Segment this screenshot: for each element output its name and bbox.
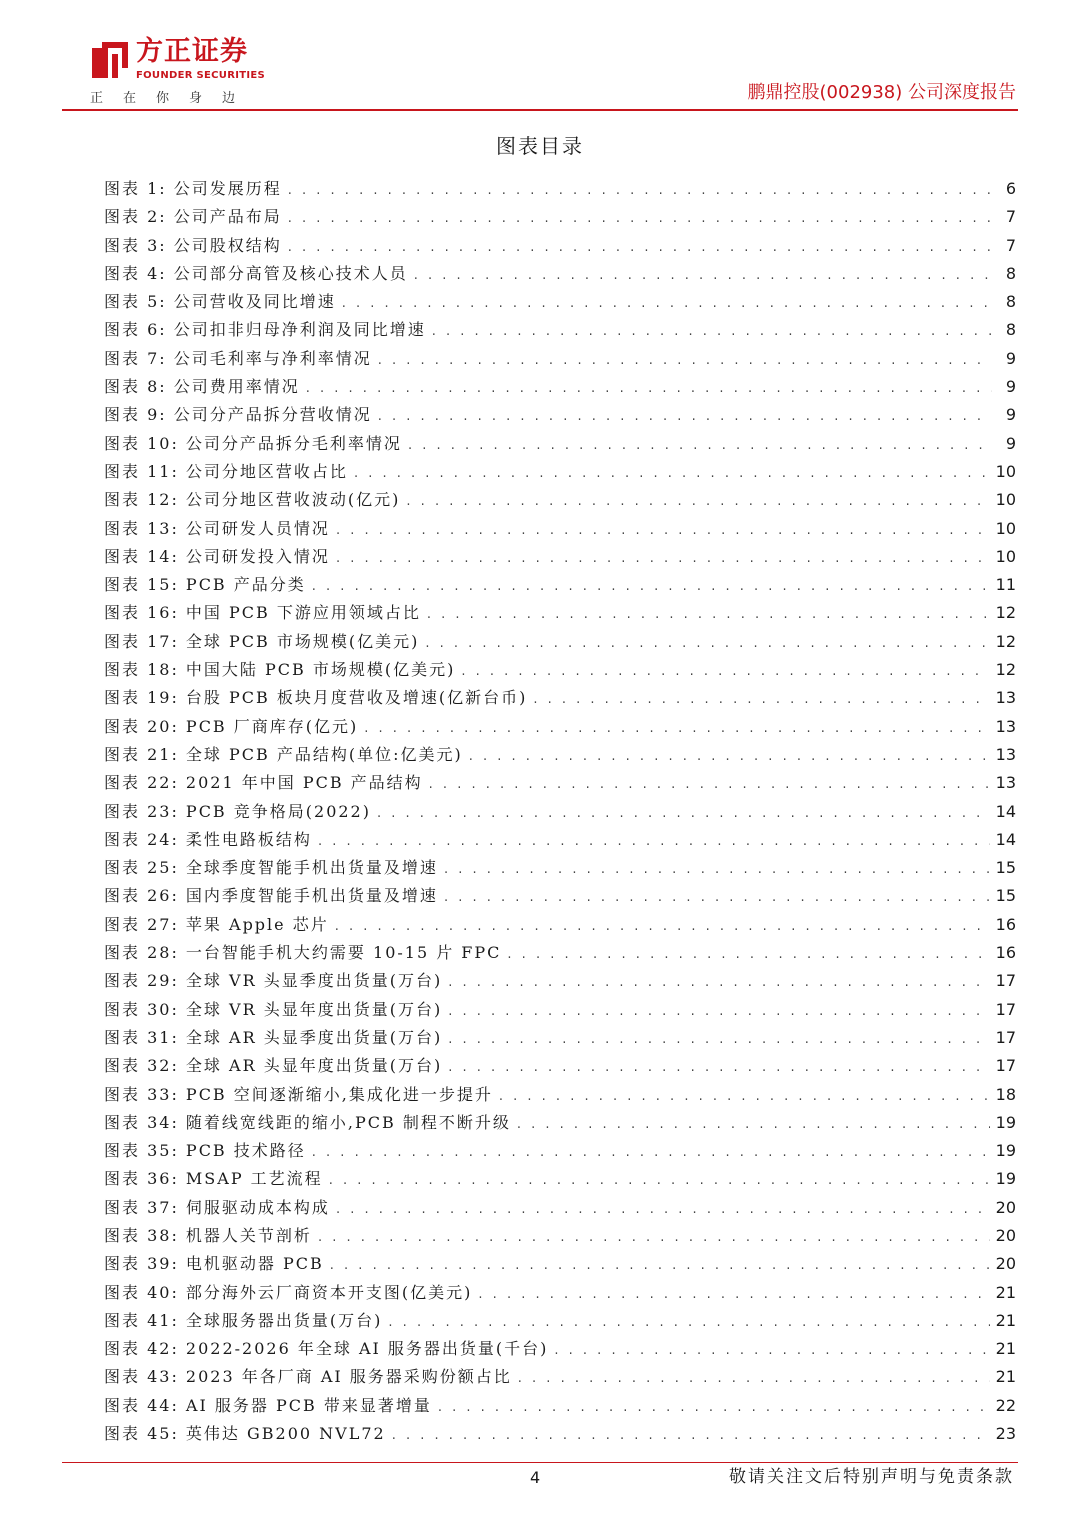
toc-dot-leader xyxy=(329,1167,990,1195)
toc-entry-label: 图表 30: 全球 VR 头显年度出货量(万台) xyxy=(104,999,443,1019)
toc-entry-page: 14 xyxy=(995,829,1016,849)
toc-entry-label: 图表 42: 2022-2026 年全球 AI 服务器出货量(千台) xyxy=(104,1339,549,1359)
toc-entry[interactable] xyxy=(104,1307,1016,1335)
toc-entry-label: 图表 7: 公司毛利率与净利率情况 xyxy=(104,348,372,368)
toc-entry-label: 图表 10: 公司分产品拆分毛利率情况 xyxy=(104,433,402,453)
toc-entry-label: 图表 24: 柔性电路板结构 xyxy=(104,829,312,849)
toc-entry-page: 17 xyxy=(995,971,1016,991)
toc-entry-label: 图表 43: 2023 年各厂商 AI 服务器采购份额占比 xyxy=(104,1367,512,1387)
toc-entry-label: 图表 27: 苹果 Apple 芯片 xyxy=(104,914,329,934)
toc-entry-page: 10 xyxy=(995,518,1016,538)
toc-dot-leader xyxy=(335,913,990,941)
toc-dot-leader xyxy=(499,1083,990,1111)
toc-dot-leader xyxy=(406,488,989,516)
toc-entry[interactable] xyxy=(104,1165,1016,1193)
toc-entry-page: 9 xyxy=(1005,377,1016,397)
toc-entry-label: 图表 21: 全球 PCB 产品结构(单位:亿美元) xyxy=(104,744,463,764)
toc-entry[interactable] xyxy=(104,203,1016,231)
brand-name-en: FOUNDER SECURITIES xyxy=(136,70,266,81)
toc-entry-label: 图表 34: 随着线宽线距的缩小,PCB 制程不断升级 xyxy=(104,1112,511,1132)
toc-entry[interactable] xyxy=(104,1363,1016,1391)
toc-entry[interactable] xyxy=(104,939,1016,967)
toc-entry-page: 12 xyxy=(995,603,1016,623)
report-title: 鹏鼎控股(002938) 公司深度报告 xyxy=(747,82,1016,103)
toc-entry-page: 16 xyxy=(995,914,1016,934)
toc-entry-page: 20 xyxy=(995,1254,1016,1274)
toc-entry-page: 14 xyxy=(995,801,1016,821)
toc-entry-page: 21 xyxy=(995,1310,1016,1330)
toc-entry[interactable] xyxy=(104,1250,1016,1278)
toc-title: 图表目录 xyxy=(496,134,584,158)
toc-dot-leader xyxy=(288,205,992,233)
toc-dot-leader xyxy=(478,1281,989,1309)
toc-entry-page: 10 xyxy=(995,546,1016,566)
toc-entry-label: 图表 19: 台股 PCB 板块月度营收及增速(亿新台币) xyxy=(104,688,528,708)
toc-entry-page: 21 xyxy=(995,1339,1016,1359)
toc-entry-page: 15 xyxy=(995,858,1016,878)
toc-entry-label: 图表 20: PCB 厂商库存(亿元) xyxy=(104,716,359,736)
toc-entry-label: 图表 37: 伺服驱动成本构成 xyxy=(104,1197,330,1217)
toc-entry[interactable] xyxy=(104,854,1016,882)
toc-entry[interactable] xyxy=(104,430,1016,458)
page-header xyxy=(0,0,1080,112)
toc-dot-leader xyxy=(448,998,989,1026)
toc-entry-label: 图表 6: 公司扣非归母净利润及同比增速 xyxy=(104,320,426,340)
toc-entry-label: 图表 8: 公司费用率情况 xyxy=(104,377,300,397)
toc-dot-leader xyxy=(427,601,990,629)
toc-entry-label: 图表 4: 公司部分高管及核心技术人员 xyxy=(104,263,408,283)
toc-entry-label: 图表 38: 机器人关节剖析 xyxy=(104,1225,312,1245)
toc-entry-page: 19 xyxy=(995,1112,1016,1132)
toc-entry-page: 20 xyxy=(995,1197,1016,1217)
toc-entry-page: 19 xyxy=(995,1169,1016,1189)
toc-entry[interactable] xyxy=(104,1222,1016,1250)
toc-entry[interactable] xyxy=(104,1137,1016,1165)
toc-dot-leader xyxy=(388,1309,989,1337)
toc-dot-leader xyxy=(377,800,990,828)
toc-entry[interactable] xyxy=(104,1081,1016,1109)
toc-entry-label: 图表 31: 全球 AR 头显季度出货量(万台) xyxy=(104,1027,443,1047)
toc-dot-leader xyxy=(378,403,992,431)
toc-entry[interactable] xyxy=(104,741,1016,769)
toc-entry[interactable] xyxy=(104,798,1016,826)
toc-dot-leader xyxy=(517,1111,990,1139)
toc-entry[interactable] xyxy=(104,373,1016,401)
toc-entry-page: 22 xyxy=(995,1395,1016,1415)
toc-entry[interactable] xyxy=(104,684,1016,712)
toc-entry-page: 11 xyxy=(995,575,1016,595)
toc-entry[interactable] xyxy=(104,515,1016,543)
toc-entry-label: 图表 41: 全球服务器出货量(万台) xyxy=(104,1310,383,1330)
toc-entry-page: 13 xyxy=(995,716,1016,736)
page-number: 4 xyxy=(530,1468,541,1487)
toc-entry-page: 6 xyxy=(1005,179,1016,198)
toc-entry-label: 图表 22: 2021 年中国 PCB 产品结构 xyxy=(104,773,423,793)
toc-dot-leader xyxy=(518,1365,990,1393)
toc-entry[interactable] xyxy=(104,656,1016,684)
toc-dot-leader xyxy=(444,884,990,912)
toc-dot-leader xyxy=(533,686,989,714)
toc-entry-label: 图表 45: 英伟达 GB200 NVL72 xyxy=(104,1424,386,1444)
toc-entry[interactable] xyxy=(104,345,1016,373)
toc-entry-label: 图表 15: PCB 产品分类 xyxy=(104,575,306,595)
toc-entry[interactable] xyxy=(104,401,1016,429)
toc-dot-leader xyxy=(408,432,992,460)
toc-entry[interactable] xyxy=(104,1335,1016,1363)
footer-divider xyxy=(62,1462,1018,1463)
toc-dot-leader xyxy=(288,177,992,205)
toc-dot-leader xyxy=(330,1252,990,1280)
toc-entry-page: 12 xyxy=(995,631,1016,651)
toc-entry[interactable] xyxy=(104,628,1016,656)
toc-entry[interactable] xyxy=(104,175,1016,203)
toc-entry-label: 图表 18: 中国大陆 PCB 市场规模(亿美元) xyxy=(104,660,456,680)
brand-slogan: 正在你身边 xyxy=(90,91,256,106)
toc-entry-page: 13 xyxy=(995,688,1016,708)
toc-entry[interactable] xyxy=(104,1052,1016,1080)
toc-entry-label: 图表 33: PCB 空间逐渐缩小,集成化进一步提升 xyxy=(104,1084,493,1104)
toc-entry-label: 图表 2: 公司产品布局 xyxy=(104,207,282,227)
toc-entry[interactable] xyxy=(104,316,1016,344)
toc-entry-page: 20 xyxy=(995,1225,1016,1245)
toc-dot-leader xyxy=(354,460,990,488)
toc-entry-page: 19 xyxy=(995,1141,1016,1161)
toc-entry[interactable] xyxy=(104,260,1016,288)
toc-dot-leader xyxy=(312,573,990,601)
toc-dot-leader xyxy=(438,1394,990,1422)
toc-dot-leader xyxy=(448,1026,989,1054)
toc-entry-page: 17 xyxy=(995,999,1016,1019)
toc-entry-label: 图表 23: PCB 竞争格局(2022) xyxy=(104,801,371,821)
toc-dot-leader xyxy=(306,375,992,403)
toc-entry[interactable] xyxy=(104,288,1016,316)
toc-entry-page: 8 xyxy=(1005,263,1016,283)
toc-entry-page: 9 xyxy=(1005,348,1016,368)
toc-entry[interactable] xyxy=(104,599,1016,627)
toc-dot-leader xyxy=(414,262,992,290)
toc-entry-page: 21 xyxy=(995,1282,1016,1302)
toc-entry-page: 18 xyxy=(995,1084,1016,1104)
toc-entry-page: 9 xyxy=(1005,433,1016,453)
toc-dot-leader xyxy=(318,828,990,856)
toc-entry-label: 图表 39: 电机驱动器 PCB xyxy=(104,1254,324,1274)
toc-entry-label: 图表 13: 公司研发人员情况 xyxy=(104,518,330,538)
toc-entry-page: 21 xyxy=(995,1367,1016,1387)
toc-dot-leader xyxy=(288,234,992,262)
toc-dot-leader xyxy=(392,1422,990,1450)
toc-entry-page: 23 xyxy=(995,1424,1016,1444)
toc-dot-leader xyxy=(469,743,990,771)
toc-dot-leader xyxy=(336,545,990,573)
toc-entry-label: 图表 12: 公司分地区营收波动(亿元) xyxy=(104,490,401,510)
toc-entry-page: 8 xyxy=(1005,292,1016,312)
toc-entry-page: 16 xyxy=(995,943,1016,963)
toc-entry[interactable] xyxy=(104,1194,1016,1222)
toc-entry-label: 图表 26: 国内季度智能手机出货量及增速 xyxy=(104,886,438,906)
toc-dot-leader xyxy=(364,715,989,743)
toc-entry[interactable] xyxy=(104,911,1016,939)
toc-dot-leader xyxy=(448,969,989,997)
toc-entry-label: 图表 40: 部分海外云厂商资本开支图(亿美元) xyxy=(104,1282,473,1302)
toc-entry[interactable] xyxy=(104,1109,1016,1137)
toc-entry-label: 图表 17: 全球 PCB 市场规模(亿美元) xyxy=(104,631,420,651)
toc-entry-page: 17 xyxy=(995,1027,1016,1047)
toc-entry-page: 10 xyxy=(995,461,1016,481)
toc-entry[interactable] xyxy=(104,713,1016,741)
toc-entry-page: 13 xyxy=(995,744,1016,764)
toc-dot-leader xyxy=(432,318,992,346)
toc-entry-label: 图表 16: 中国 PCB 下游应用领域占比 xyxy=(104,603,421,623)
toc-entry-label: 图表 14: 公司研发投入情况 xyxy=(104,546,330,566)
toc-dot-leader xyxy=(312,1139,990,1167)
toc-entry-label: 图表 35: PCB 技术路径 xyxy=(104,1141,306,1161)
toc-entry-label: 图表 9: 公司分产品拆分营收情况 xyxy=(104,405,372,425)
toc-entry-label: 图表 36: MSAP 工艺流程 xyxy=(104,1169,323,1189)
toc-dot-leader xyxy=(554,1337,989,1365)
toc-entry[interactable] xyxy=(104,967,1016,995)
toc-entry-page: 12 xyxy=(995,660,1016,680)
toc-entry[interactable] xyxy=(104,826,1016,854)
toc-dot-leader xyxy=(448,1054,989,1082)
toc-entry-page: 15 xyxy=(995,886,1016,906)
toc-dot-leader xyxy=(378,347,992,375)
toc-entry-label: 图表 1: 公司发展历程 xyxy=(104,179,282,198)
toc-entry[interactable] xyxy=(104,1024,1016,1052)
toc-list xyxy=(104,175,1016,1448)
toc-entry[interactable] xyxy=(104,1392,1016,1420)
toc-entry-label: 图表 3: 公司股权结构 xyxy=(104,235,282,255)
toc-dot-leader xyxy=(336,517,990,545)
toc-dot-leader xyxy=(444,856,990,884)
toc-dot-leader xyxy=(507,941,989,969)
toc-entry[interactable] xyxy=(104,769,1016,797)
toc-entry-label: 图表 28: 一台智能手机大约需要 10-15 片 FPC xyxy=(104,943,502,963)
footer-disclaimer: 敬请关注文后特别声明与免责条款 xyxy=(729,1467,1014,1487)
brand-name-cn: 方正证券 xyxy=(136,36,248,67)
toc-entry[interactable] xyxy=(104,486,1016,514)
toc-entry-page: 9 xyxy=(1005,405,1016,425)
toc-dot-leader xyxy=(429,771,990,799)
toc-entry[interactable] xyxy=(104,458,1016,486)
toc-entry-page: 17 xyxy=(995,1056,1016,1076)
toc-entry-label: 图表 11: 公司分地区营收占比 xyxy=(104,461,348,481)
toc-dot-leader xyxy=(336,1196,990,1224)
toc-dot-leader xyxy=(461,658,989,686)
toc-entry-page: 13 xyxy=(995,773,1016,793)
toc-dot-leader xyxy=(318,1224,990,1252)
toc-dot-leader xyxy=(425,630,989,658)
toc-entry-label: 图表 5: 公司营收及同比增速 xyxy=(104,292,336,312)
toc-entry[interactable] xyxy=(104,996,1016,1024)
toc-entry[interactable] xyxy=(104,1420,1016,1448)
founder-logo-icon xyxy=(88,38,132,82)
toc-entry-label: 图表 29: 全球 VR 头显季度出货量(万台) xyxy=(104,971,443,991)
toc-entry[interactable] xyxy=(104,1279,1016,1307)
toc-entry-page: 8 xyxy=(1005,320,1016,340)
toc-entry[interactable] xyxy=(104,882,1016,910)
toc-entry-page: 10 xyxy=(995,490,1016,510)
toc-entry-label: 图表 44: AI 服务器 PCB 带来显著增量 xyxy=(104,1395,432,1415)
toc-entry-page: 7 xyxy=(1005,207,1016,227)
toc-entry[interactable] xyxy=(104,543,1016,571)
header-divider xyxy=(62,109,1018,111)
toc-dot-leader xyxy=(342,290,992,318)
toc-entry-label: 图表 32: 全球 AR 头显年度出货量(万台) xyxy=(104,1056,443,1076)
toc-entry-label: 图表 25: 全球季度智能手机出货量及增速 xyxy=(104,858,438,878)
toc-entry[interactable] xyxy=(104,232,1016,260)
toc-entry[interactable] xyxy=(104,571,1016,599)
toc-entry-page: 7 xyxy=(1005,235,1016,255)
